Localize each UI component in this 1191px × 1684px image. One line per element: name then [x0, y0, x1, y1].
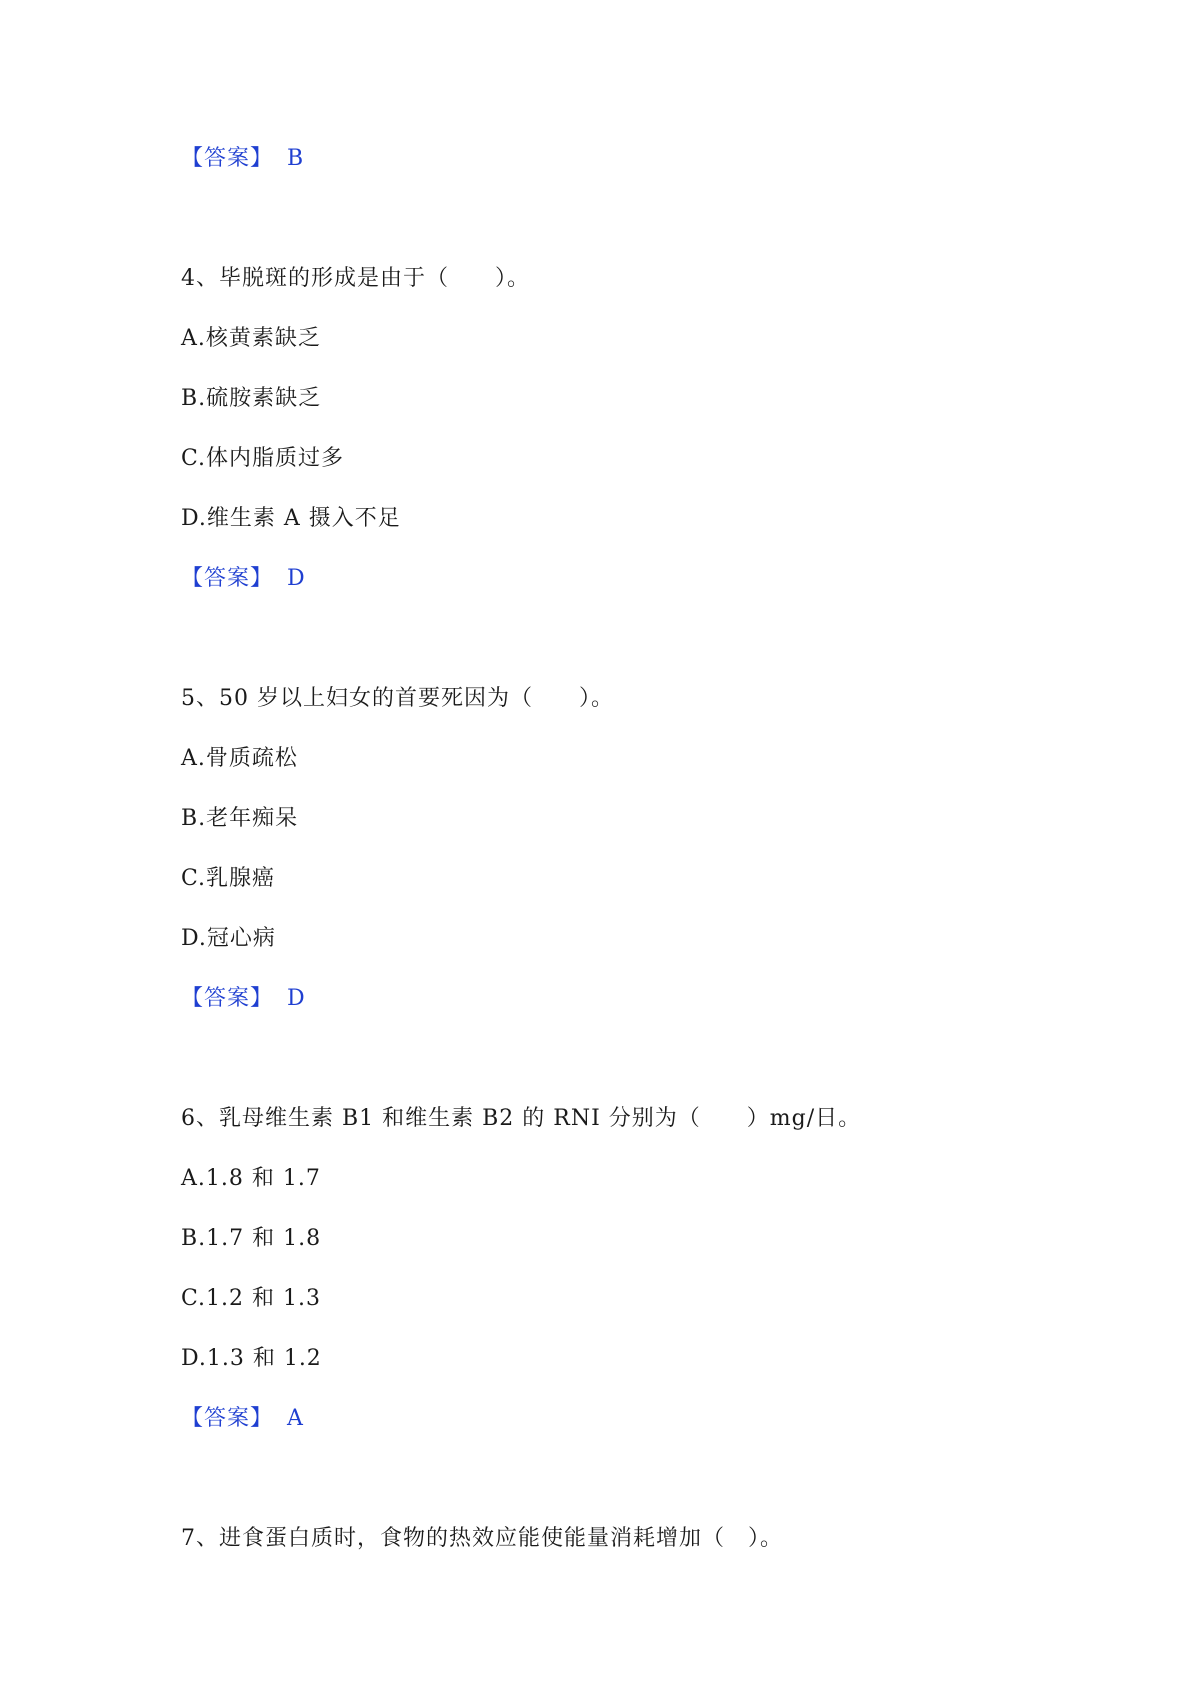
question-7: 7、进食蛋白质时，食物的热效应能使能量消耗增加（ ）。 — [181, 1526, 783, 1551]
option-b: B.硫胺素缺乏 — [181, 386, 322, 411]
answer-label: 【答案】 — [181, 986, 274, 1011]
option-c: C.体内脂质过多 — [181, 446, 345, 471]
answer-value: D — [287, 986, 306, 1011]
option-b: B.1.7 和 1.8 — [181, 1226, 322, 1251]
answer-line — [181, 985, 306, 1013]
answer-label: 【答案】 — [181, 146, 274, 171]
question-5: 5、50 岁以上妇女的首要死因为（ ）。 — [181, 686, 614, 711]
answer-value: D — [287, 566, 306, 591]
option-d: D.冠心病 — [181, 926, 276, 951]
option-a: A.1.8 和 1.7 — [181, 1166, 321, 1191]
option-d: D.1.3 和 1.2 — [181, 1346, 322, 1371]
option-d: D.维生素 A 摄入不足 — [181, 506, 401, 531]
question-6: 6、乳母维生素 B1 和维生素 B2 的 RNI 分别为（ ）mg/日。 — [181, 1106, 862, 1131]
answer-label: 【答案】 — [181, 566, 274, 591]
answer-label: 【答案】 — [181, 1406, 274, 1431]
option-c: C.1.2 和 1.3 — [181, 1286, 322, 1311]
option-b: B.老年痴呆 — [181, 806, 299, 831]
answer-line — [181, 145, 304, 173]
answer-value: B — [287, 146, 305, 171]
option-a: A.骨质疏松 — [181, 746, 298, 771]
option-a: A.核黄素缺乏 — [181, 326, 321, 351]
answer-line — [181, 565, 306, 593]
question-4: 4、毕脱斑的形成是由于（ ）。 — [181, 266, 530, 291]
answer-line — [181, 1405, 304, 1433]
answer-value: A — [287, 1406, 304, 1431]
option-c: C.乳腺癌 — [181, 866, 276, 891]
